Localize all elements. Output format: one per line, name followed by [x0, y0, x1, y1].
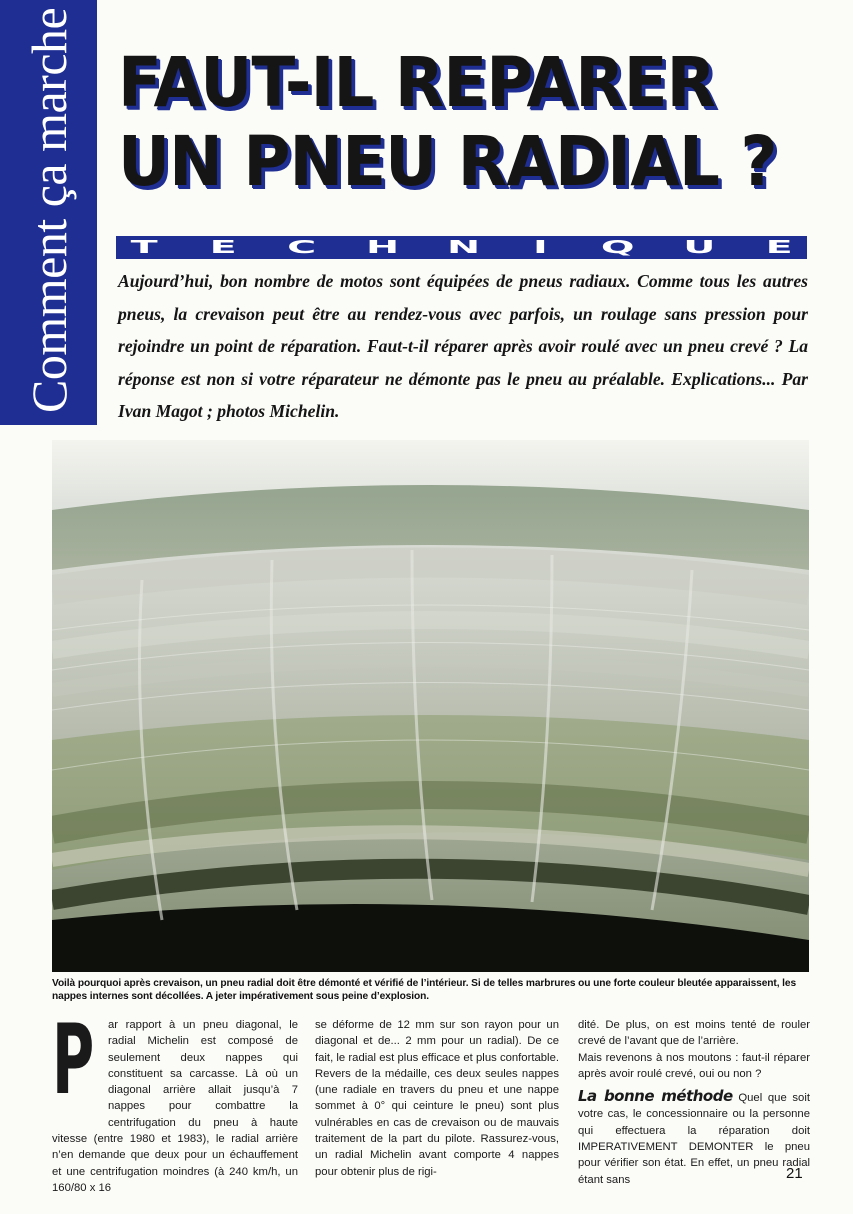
tag-letter: H	[365, 236, 399, 258]
tag-letter: E	[765, 236, 793, 258]
drop-cap: P	[52, 1004, 90, 1116]
tag-letter: T	[130, 236, 158, 258]
tag-letter: C	[287, 236, 317, 258]
title-line-2: UN PNEU RADIAL ?	[118, 122, 777, 202]
photo-caption: Voilà pourquoi après crevaison, un pneu radial doit être démonté et vérifié de l’intérieur. Si de telles marbrures ou une forte couleur bleutée apparaissent, les nappes internes sont décollées. A jeter impérativement sous peine d’explosion.	[52, 978, 797, 1002]
title-line-1: FAUT-IL REPARER	[118, 43, 716, 123]
tag-letter: U	[682, 236, 716, 258]
body-column-1	[52, 1004, 298, 1196]
tag-letter: Q	[600, 236, 635, 258]
body-column-2	[315, 1017, 559, 1180]
body-paragraph	[578, 1088, 810, 1188]
article-title	[118, 44, 788, 202]
tag-letter: E	[209, 236, 237, 258]
tag-letter: N	[446, 236, 480, 258]
section-sidebar	[0, 0, 97, 425]
tag-letter: I	[533, 236, 548, 258]
body-text: se déforme de 12 mm sur son rayon pour un diagonal et de... 2 mm pour un radial). De ce fait, le radial est plus efficace et plus confortable. Revers de la médaille, ces deux seules nappes (une radiale en travers du pneu et une nappe sommet à 0° qui ceinture le pneu) sont plus vulnérables en cas de crevaison ou de mauvais traitement de la part du pilote. Rassurez-vous, un radial Michelin avant comporte 4 nappes pour obtenir plus de rigi-	[315, 1019, 559, 1178]
section-label: Comment ça marche	[20, 7, 77, 413]
body-paragraph: dité. De plus, on est moins tenté de rouler crevé de l’avant que de l’arrière.	[578, 1019, 810, 1048]
subheading: La bonne méthode	[578, 1087, 733, 1106]
section-tag-bar	[116, 236, 807, 259]
body-text: ar rapport à un pneu diagonal, le radial Michelin est composé de seulement deux nappes qui constituent sa carcasse. Là où un diagonal arrière allait jusqu’à 7 nappes pour combattre la centrifugation du pneu à haute vitesse (entre 1980 et 1983), le radial arrière n’en demande que deux pour un échauffement et une centrifugation moindres (à 240 km/h, un 160/80 x 16	[52, 1019, 298, 1194]
page-number: 21	[786, 1165, 803, 1182]
tire-interior-photo	[52, 440, 809, 972]
body-text: Quel que soit votre cas, le concessionnaire ou la personne qui effectuera la réparation doit IMPERATIVEMENT DEMONTER le pneu pour vérifier son état. En effet, un pneu radial étant sans	[578, 1092, 810, 1186]
body-paragraph: Mais revenons à nos moutons : faut-il réparer après avoir roulé crevé, oui ou non ?	[578, 1051, 810, 1080]
body-column-3	[578, 1017, 810, 1188]
article-intro: Aujourd’hui, bon nombre de motos sont équipées de pneus radiaux. Comme tous les autres pneus, la crevaison peut être au rendez-vous avec parfois, un roulage sans pression pour rejoindre un point de réparation. Faut-t-il réparer après avoir roulé avec un pneu crevé ? La réponse est non si votre réparateur ne démonte pas le pneu au préalable. Explications... Par Ivan Magot ; photos Michelin.	[118, 271, 808, 421]
